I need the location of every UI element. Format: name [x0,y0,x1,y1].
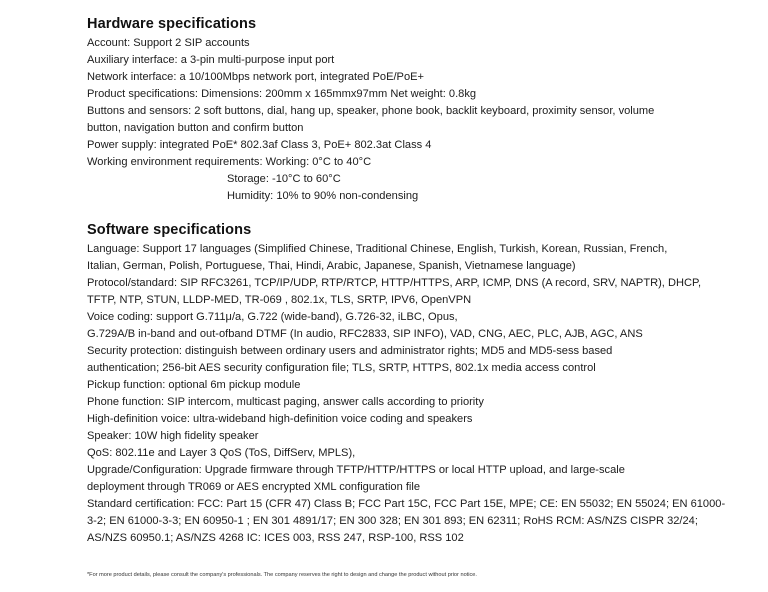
spec-line: Standard certification: FCC: Part 15 (CFR 47) Class B; FCC Part 15C, FCC Part 15E, MPE; CE: EN 55032; EN 55024; EN 61000- [87,498,726,510]
spec-line: Network interface: a 10/100Mbps network port, integrated PoE/PoE+ [87,71,425,83]
spec-line: Italian, German, Polish, Portuguese, Thai, Hindi, Arabic, Japanese, Spanish, Vietnamese language) [87,260,576,272]
spec-line: deployment through TR069 or AES encrypted XML configuration file [87,481,421,493]
spec-line: QoS: 802.11e and Layer 3 QoS (ToS, DiffServ, MPLS), [87,447,356,459]
software-heading: Software specifications [87,222,252,238]
spec-line: Pickup function: optional 6m pickup module [87,379,301,391]
spec-line: Speaker: 10W high fidelity speaker [87,430,259,442]
spec-line: Power supply: integrated PoE* 802.3af Class 3, PoE+ 802.3at Class 4 [87,139,432,151]
spec-line: Phone function: SIP intercom, multicast paging, answer calls according to priority [87,396,484,408]
spec-line: G.729A/B in-band and out-ofband DTMF (In audio, RFC2833, SIP INFO), VAD, CNG, AEC, PLC, AJB, AGC, ANS [87,328,643,340]
spec-line: Account: Support 2 SIP accounts [87,37,250,49]
spec-line: Voice coding: support G.711μ/a, G.722 (wide-band), G.726-32, iLBC, Opus, [87,311,458,323]
spec-line: Language: Support 17 languages (Simplified Chinese, Traditional Chinese, English, Turkish, Korean, Russian, French, [87,243,668,255]
spec-line: TFTP, NTP, STUN, LLDP-MED, TR-069 , 802.1x, TLS, SRTP, IPV6, OpenVPN [87,294,472,306]
spec-line: Working environment requirements: Working: 0°C to 40°C [87,156,372,168]
spec-line: Product specifications: Dimensions: 200mm x 165mmx97mm Net weight: 0.8kg [87,88,477,100]
spec-line: 3-2; EN 61000-3-3; EN 60950-1 ; EN 301 4891/17; EN 300 328; EN 301 893; EN 62311; RoHS RCM: AS/NZS CISPR 32/24; [87,515,698,527]
spec-line: authentication; 256-bit AES security configuration file; TLS, SRTP, HTTPS, 802.1x media access control [87,362,596,374]
spec-line: Upgrade/Configuration: Upgrade firmware through TFTP/HTTP/HTTPS or local HTTP upload, and large-scale [87,464,625,476]
spec-line: Buttons and sensors: 2 soft buttons, dial, hang up, speaker, phone book, backlit keyboard, proximity sensor, volume [87,105,655,117]
spec-line: AS/NZS 60950.1; AS/NZS 4268 IC: ICES 003, RSS 247, RSP-100, RSS 102 [87,532,464,544]
software-section [87,221,726,547]
hardware-heading: Hardware specifications [87,16,257,32]
spec-line: High-definition voice: ultra-wideband high-definition voice coding and speakers [87,413,473,425]
spec-line: Security protection: distinguish between ordinary users and administrator rights; MD5 and MD5-sess based [87,345,613,357]
spec-line: Auxiliary interface: a 3-pin multi-purpose input port [87,54,335,66]
spec-line: Humidity: 10% to 90% non-condensing [227,190,419,202]
spec-line: button, navigation button and confirm button [87,122,304,134]
hardware-section [87,15,687,205]
spec-line: Protocol/standard: SIP RFC3261, TCP/IP/UDP, RTP/RTCP, HTTP/HTTPS, ARP, ICMP, DNS (A record, SRV, NAPTR), DHCP, [87,277,702,289]
spec-line: Storage: -10°C to 60°C [227,173,341,185]
footnote: *For more product details, please consult the company's professionals. The company reserves the right to design and change the product without prior notice. [87,572,477,578]
